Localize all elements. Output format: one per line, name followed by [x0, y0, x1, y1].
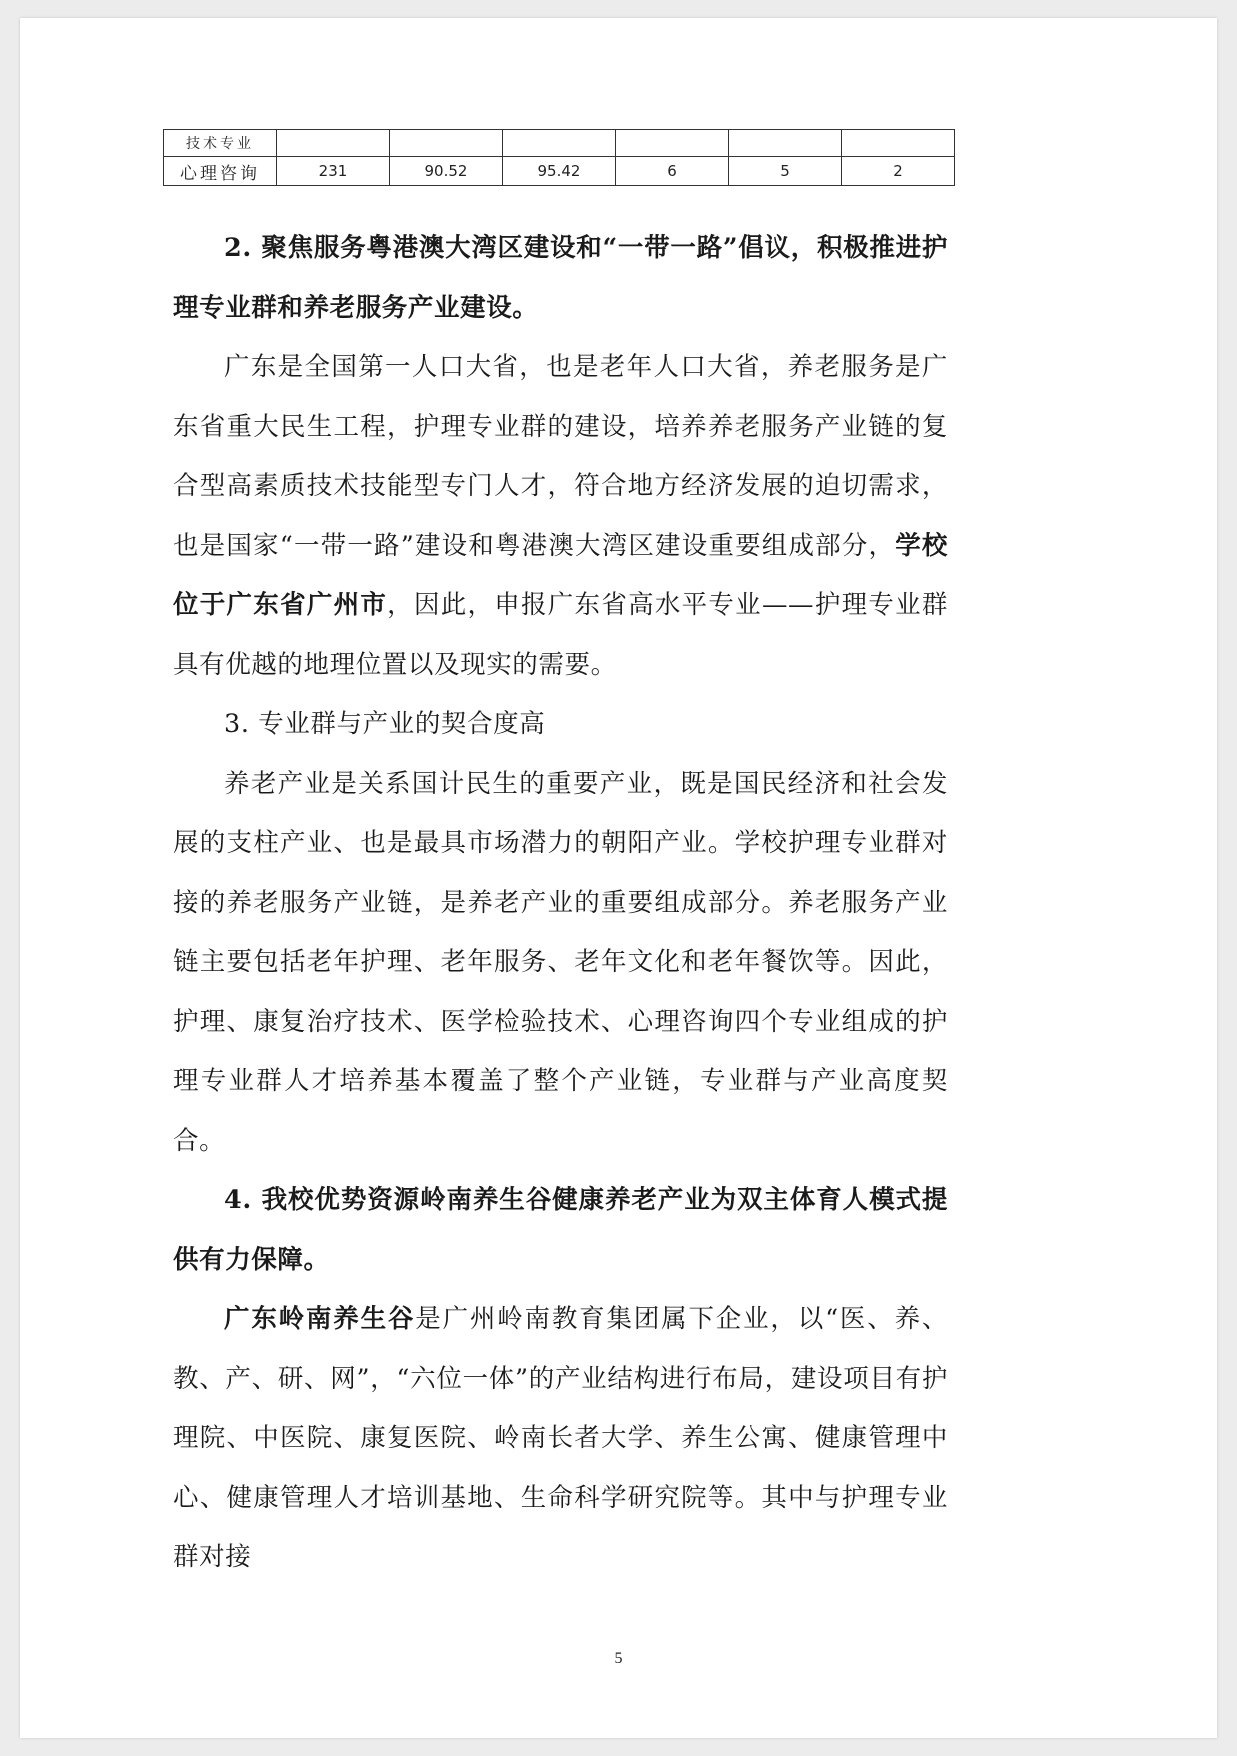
emphasis-text: 广东岭南养生谷 [224, 1304, 416, 1334]
table-cell: 技术专业 [164, 130, 277, 157]
section-heading: 3. 专业群与产业的契合度高 [224, 709, 546, 739]
emphasis-text: 学校位于广东省广州市 [173, 530, 949, 620]
table-cell: 2 [842, 157, 955, 186]
paragraph-text: 广东是全国第一人口大省，也是老年人口大省，养老服务是广东省重大民生工程，护理专业群的建设，培养养老服务产业链的复合型高素质技术技能型专门人才，符合地方经济发展的迫切需求，也是国家“一带一路”建设和粤港澳大湾区建设重要组成部分， [173, 352, 948, 561]
table-cell [729, 130, 842, 157]
table-cell: 心理咨询 [164, 157, 277, 186]
section-paragraph [173, 338, 948, 695]
body-content [173, 219, 948, 1588]
section-paragraph: 养老产业是关系国计民生的重要产业，既是国民经济和社会发展的支柱产业、也是最具市场潜力的朝阳产业。学校护理专业群对接的养老服务产业链，是养老产业的重要组成部分。养老服务产业链主要包括老年护理、老年服务、老年文化和老年餐饮等。因此，护理、康复治疗技术、医学检验技术、心理咨询四个专业组成的护理专业群人才培养基本覆盖了整个产业链，专业群与产业高度契合。 [173, 768, 948, 1156]
table-row [164, 130, 955, 157]
page-number: 5 [614, 1650, 623, 1667]
section-paragraph [173, 1290, 948, 1588]
table-cell [503, 130, 616, 157]
paragraph-text: 是广州岭南教育集团属下企业，以“医、养、教、产、研、网”，“六位一体”的产业结构进行布局，建设项目有护理院、中医院、康复医院、岭南长者大学、养生公寓、健康管理中心、健康管理人才培训基地、生命科学研究院等。其中与护理专业群对接 [173, 1304, 948, 1572]
table-cell: 5 [729, 157, 842, 186]
table-cell: 231 [277, 157, 390, 186]
section-heading: 2. 聚焦服务粤港澳大湾区建设和“一带一路”倡议，积极推进护理专业群和养老服务产业建设。 [173, 233, 948, 323]
table-cell: 90.52 [390, 157, 503, 186]
section-heading: 4. 我校优势资源岭南养生谷健康养老产业为双主体育人模式提供有力保障。 [173, 1185, 948, 1275]
table-cell [390, 130, 503, 157]
paragraph-text: ，因此，申报广东省高水平专业——护理专业群具有优越的地理位置以及现实的需要。 [173, 590, 948, 680]
table-cell [277, 130, 390, 157]
table-row [164, 157, 955, 186]
table-cell: 6 [616, 157, 729, 186]
data-table [163, 129, 955, 186]
table-cell: 95.42 [503, 157, 616, 186]
table-cell [842, 130, 955, 157]
table-cell [616, 130, 729, 157]
